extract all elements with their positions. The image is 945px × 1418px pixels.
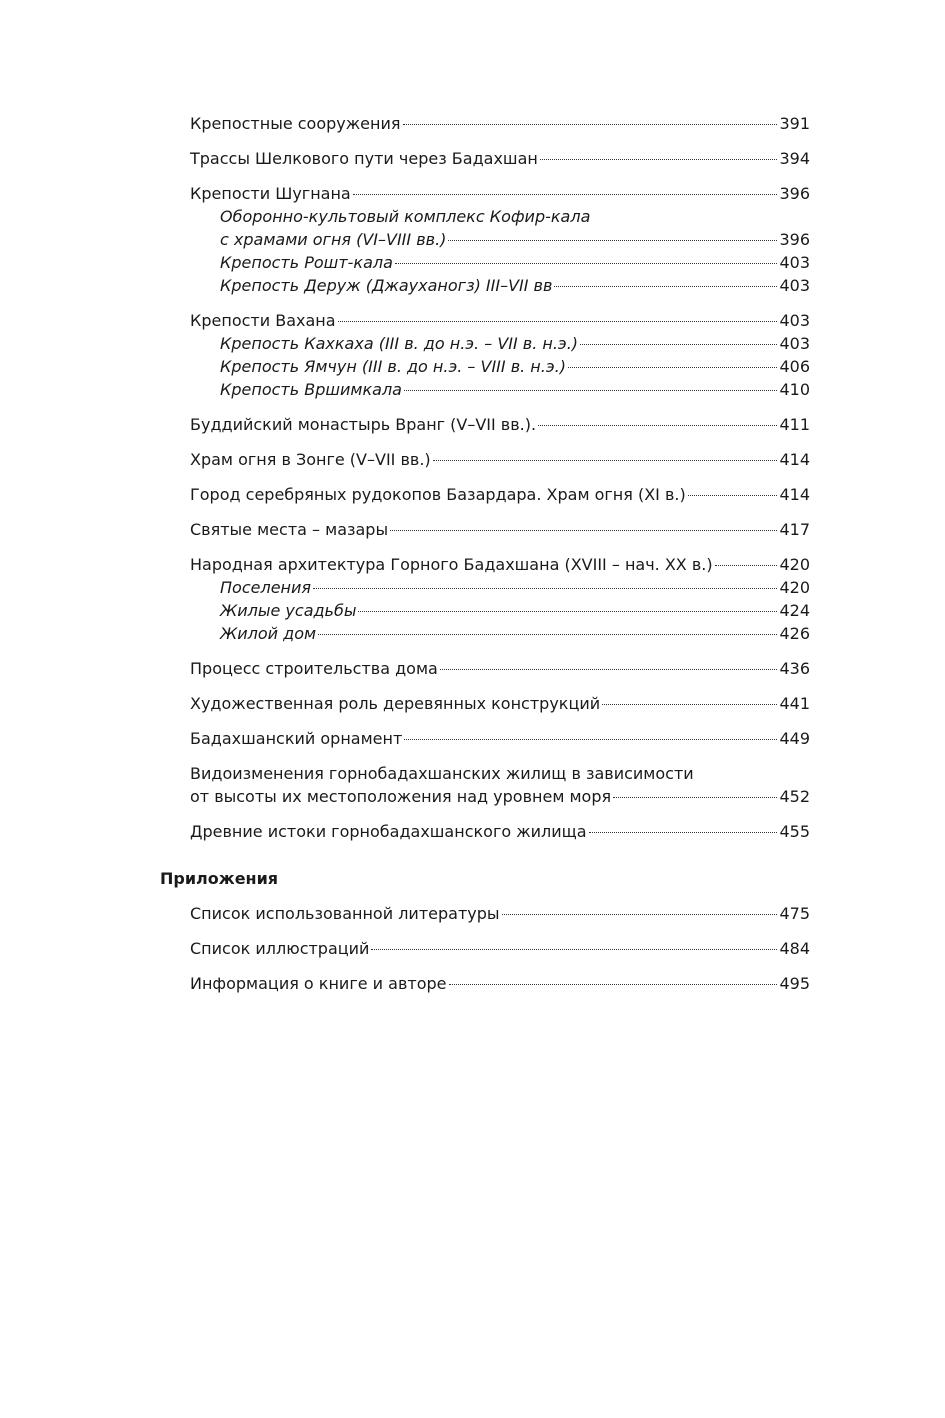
dot-leader [540,158,778,160]
toc-page-number: 475 [779,904,810,923]
toc-page-number: 495 [779,974,810,993]
toc-entry-label: Храм огня в Зонге (V–VII вв.) [190,450,431,469]
toc-subentry-label: Крепость Деруж (Джауханогз) III–VII вв [220,276,553,295]
toc-page-number: 396 [779,184,810,203]
toc-entry[interactable] [160,518,810,541]
toc-subentry[interactable] [160,576,810,599]
toc-subentry-label: Поселения [220,578,312,597]
toc-page-number: 452 [779,787,810,806]
toc-page-number: 411 [779,415,810,434]
toc-subentry[interactable] [160,355,810,378]
toc-entry-label: Древние истоки горнобадахшанского жилища [190,822,587,841]
toc-entry-appendix[interactable] [160,972,810,995]
toc-page-number: 406 [779,357,810,376]
toc-subentry-label: Жилые усадьбы [220,601,357,620]
toc-entry[interactable] [160,147,810,170]
toc-page-number: 484 [779,939,810,958]
toc-entry-label: Процесс строительства дома [190,659,438,678]
toc-subentry-label-line1[interactable]: Оборонно-культовый комплекс Кофир-кала [220,207,591,226]
toc-entry-label: Трассы Шелкового пути через Бадахшан [190,149,538,168]
dot-leader [404,389,777,391]
dot-leader [580,343,777,345]
dot-leader [371,948,777,950]
toc-entry-label: Список иллюстраций [190,939,370,958]
toc-page-number: 403 [779,311,810,330]
toc-subentry[interactable] [160,622,810,645]
toc-entry-modification[interactable] [160,785,810,808]
dot-leader [688,494,778,496]
toc-entry-label: от высоты их местоположения над уровнем моря [190,787,612,806]
toc-entry-label: Список использованной литературы [190,904,500,923]
toc-subentry-label: с храмами огня (VI–VIII вв.) [220,230,447,249]
toc-page-number: 391 [779,114,810,133]
toc-subentry-label: Крепость Рошт-кала [220,253,393,272]
dot-leader [403,123,778,125]
toc-page-number: 441 [779,694,810,713]
toc-entry-appendix[interactable] [160,902,810,925]
toc-subentry[interactable] [160,599,810,622]
dot-leader [440,668,778,670]
dot-leader [568,366,778,368]
dot-leader [448,239,777,241]
dot-leader [449,983,778,985]
toc-entry-label: Крепостные сооружения [190,114,401,133]
toc-entry-label: Крепости Вахана [190,311,336,330]
dot-leader [715,564,778,566]
toc-subentry[interactable] [160,378,810,401]
toc-entry[interactable] [160,112,810,135]
toc-page-number: 436 [779,659,810,678]
toc-page-number: 410 [779,380,810,399]
dot-leader [313,587,777,589]
dot-leader [338,320,778,322]
dot-leader [390,529,777,531]
toc-page-number: 403 [779,253,810,272]
toc-subentry-label: Жилой дом [220,624,317,643]
toc-page-number: 394 [779,149,810,168]
toc-entry-ancient[interactable] [160,820,810,843]
dot-leader [404,738,777,740]
dot-leader [353,193,778,195]
toc-entry[interactable] [160,657,810,680]
appendix-heading: Приложения [160,869,279,888]
toc-entry-wakhan[interactable] [160,309,810,332]
toc-page-number: 426 [779,624,810,643]
toc-entry[interactable] [160,483,810,506]
toc-page-number: 414 [779,485,810,504]
toc-entry-label: Информация о книге и авторе [190,974,447,993]
dot-leader [602,703,777,705]
toc-entry-label: Город серебряных рудокопов Базардара. Храм огня (XI в.) [190,485,686,504]
toc-entry-folk-architecture[interactable] [160,553,810,576]
toc-entry-label: Народная архитектура Горного Бадахшана (XVIII – нач. XX в.) [190,555,713,574]
toc-page-number: 396 [779,230,810,249]
toc-subentry-label: Крепость Ямчун (III в. до н.э. – VIII в. н.э.) [220,357,566,376]
toc-subentry[interactable] [160,332,810,355]
toc-entry-label: Художественная роль деревянных конструкций [190,694,601,713]
toc-entry[interactable] [160,692,810,715]
toc-entry-shugnan[interactable] [160,182,810,205]
dot-leader [502,913,778,915]
toc-entry-label: Бадахшанский орнамент [190,729,403,748]
toc-subentry[interactable] [160,274,810,297]
dot-leader [433,459,778,461]
toc-page-number: 403 [779,276,810,295]
toc-entry[interactable] [160,448,810,471]
toc-entry-label: Крепости Шугнана [190,184,351,203]
toc-page-number: 424 [779,601,810,620]
toc-entry[interactable] [160,727,810,750]
toc-subentry-label: Крепость Вршимкала [220,380,402,399]
toc-subentry[interactable] [160,228,810,251]
toc-entry-label: Святые места – мазары [190,520,389,539]
toc-entry-appendix[interactable] [160,937,810,960]
toc-entry-label-line1[interactable]: Видоизменения горнобадахшанских жилищ в зависимости [190,764,694,783]
dot-leader [358,610,777,612]
toc-page-number: 414 [779,450,810,469]
toc-page-number: 417 [779,520,810,539]
dot-leader [613,796,777,798]
toc-subentry[interactable] [160,251,810,274]
dot-leader [589,831,778,833]
dot-leader [554,285,777,287]
toc-page-number: 420 [779,555,810,574]
toc-entry[interactable] [160,413,810,436]
toc-entry-label: Буддийский монастырь Вранг (V–VII вв.). [190,415,537,434]
dot-leader [318,633,777,635]
dot-leader [538,424,777,426]
table-of-contents [160,112,810,995]
dot-leader [395,262,778,264]
toc-page-number: 420 [779,578,810,597]
toc-page-number: 403 [779,334,810,353]
toc-page-number: 449 [779,729,810,748]
toc-page-number: 455 [779,822,810,841]
toc-subentry-label: Крепость Кахкаха (III в. до н.э. – VII в. н.э.) [220,334,579,353]
